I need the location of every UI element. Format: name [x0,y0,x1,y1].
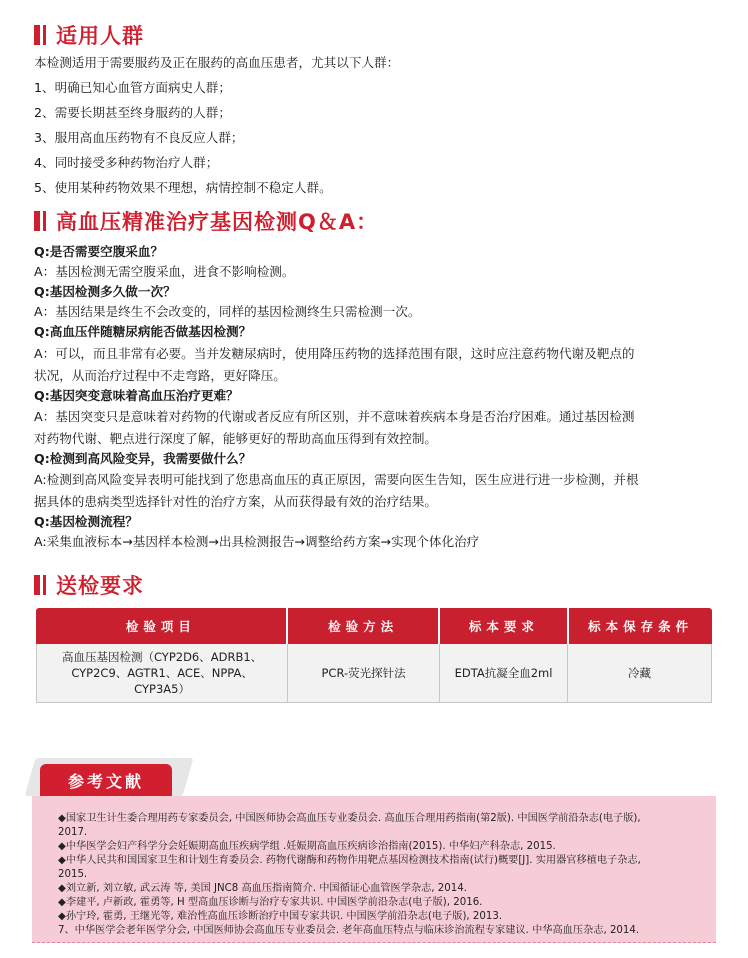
heading-bar-icon [43,575,46,595]
table-cell-sample: EDTA抗凝全血2ml [440,644,568,702]
reference-box [32,796,716,943]
column-header: 检验项目 [36,608,288,644]
reference-line: ◆中华医学会妇产科学分会妊娠期高血压疾病学组 .妊娠期高血压疾病诊治指南(2015). 中华妇产科杂志, 2015. [58,841,556,852]
item-line: CYP2C9、AGTR1、ACE、NPPA、 [71,666,253,680]
heading-bar-icon [34,575,40,595]
reference-title: 参考文献 [67,771,144,791]
reference-line: ◆李建平, 卢新政, 霍勇等, H 型高血压诊断与治疗专家共识. 中国医学前沿杂志(电子版), 2016. [58,897,483,908]
column-header: 检验方法 [288,608,441,644]
heading-bar-icon [34,211,40,231]
section-heading-qa [34,206,378,236]
reference-line: 2015. [58,869,88,880]
qa-question: Q:是否需要空腹采血？ [34,244,164,259]
table-cell-item [37,644,288,702]
intro-text: 本检测适用于需要服药及正在服药的高血压患者，尤其以下人群： [34,55,400,70]
qa-answer: 对药物代谢、靶点进行深度了解，能够更好的帮助高血压得到有效控制。 [34,431,437,446]
list-item: 2、需要长期甚至终身服药的人群； [34,105,231,120]
item-line: CYP3A5） [134,682,190,696]
qa-answer: A：基因检测无需空腹采血，进食不影响检测。 [34,264,295,279]
section-heading-submission [34,570,144,600]
list-item: 3、服用高血压药物有不良反应人群； [34,130,244,145]
list-item: 1、明确已知心血管方面病史人群； [34,80,231,95]
qa-question: Q:基因检测流程？ [34,514,138,529]
reference-line: 2017. [58,827,88,838]
reference-line: 7、中华医学会老年医学分会, 中国医师协会高血压专业委员会. 老年高血压特点与临床诊治流程专家建议. 中华高血压杂志, 2014. [58,925,640,936]
qa-answer: A:检测到高风险变异表明可能找到了您患高血压的真正原因，需要向医生告知，医生应进行进一步检测，并根 [34,472,639,487]
table-header [36,608,712,644]
reference-line: ◆刘立新, 刘立敏, 武云涛 等, 美国 JNC8 高血压指南简介. 中国循证心血管医学杂志, 2014. [58,883,467,894]
table-row [36,644,712,703]
section-heading-population [34,20,144,50]
list-item: 4、同时接受多种药物治疗人群； [34,155,219,170]
reference-line: ◆中华人民共和国国家卫生和计划生育委员会. 药物代谢酶和药物作用靶点基因检测技术指南(试行)概要[J]. 实用器官移植电子杂志, [58,855,641,866]
qa-answer: 状况，从而治疗过程中不走弯路，更好降压。 [34,368,286,383]
heading-bar-icon [43,25,46,45]
table-cell-storage: 冷藏 [628,666,652,680]
reference-line: ◆国家卫生计生委合理用药专家委员会, 中国医师协会高血压专业委员会. 高血压合理用药指南(第2版). 中国医学前沿杂志(电子版), [58,813,641,824]
heading-bar-icon [34,25,40,45]
column-header: 标本保存条件 [588,619,694,634]
list-item: 5、使用某种药物效果不理想，病情控制不稳定人群。 [34,180,332,195]
submission-table [36,608,712,703]
qa-question: Q:基因突变意味着高血压治疗更难？ [34,388,239,403]
section-title: 高血压精准治疗基因检测Q＆A： [56,210,379,234]
qa-question: Q:高血压伴随糖尿病能否做基因检测？ [34,324,252,339]
qa-answer: A：可以，而且非常有必要。当并发糖尿病时，使用降压药物的选择范围有限，这时应注意药物代谢及靶点的 [34,346,635,361]
table-cell-method: PCR-荧光探针法 [288,644,440,702]
section-title: 送检要求 [56,574,144,598]
qa-answer: A：基因结果是终生不会改变的，同样的基因检测终生只需检测一次。 [34,304,421,319]
qa-answer: A：基因突变只是意味着对药物的代谢或者反应有所区别，并不意味着疾病本身是否治疗困难。通过基因检测 [34,409,635,424]
heading-bar-icon [43,211,46,231]
qa-question: Q:基因检测多久做一次？ [34,284,176,299]
column-header: 标本要求 [440,608,569,644]
section-title: 适用人群 [56,24,144,48]
qa-answer: 据具体的患病类型选择针对性的治疗方案，从而获得最有效的治疗结果。 [34,494,437,509]
reference-line: ◆孙宁玲, 霍勇, 王继光等, 难治性高血压诊断治疗中国专家共识. 中国医学前沿杂志(电子版), 2013. [58,911,503,922]
qa-answer: A:采集血液标本→基因样本检测→出具检测报告→调整给药方案→实现个体化治疗 [34,534,480,549]
qa-question: Q:检测到高风险变异，我需要做什么？ [34,451,252,466]
reference-tab [40,764,172,796]
item-line: 高血压基因检测（CYP2D6、ADRB1、 [61,650,263,664]
